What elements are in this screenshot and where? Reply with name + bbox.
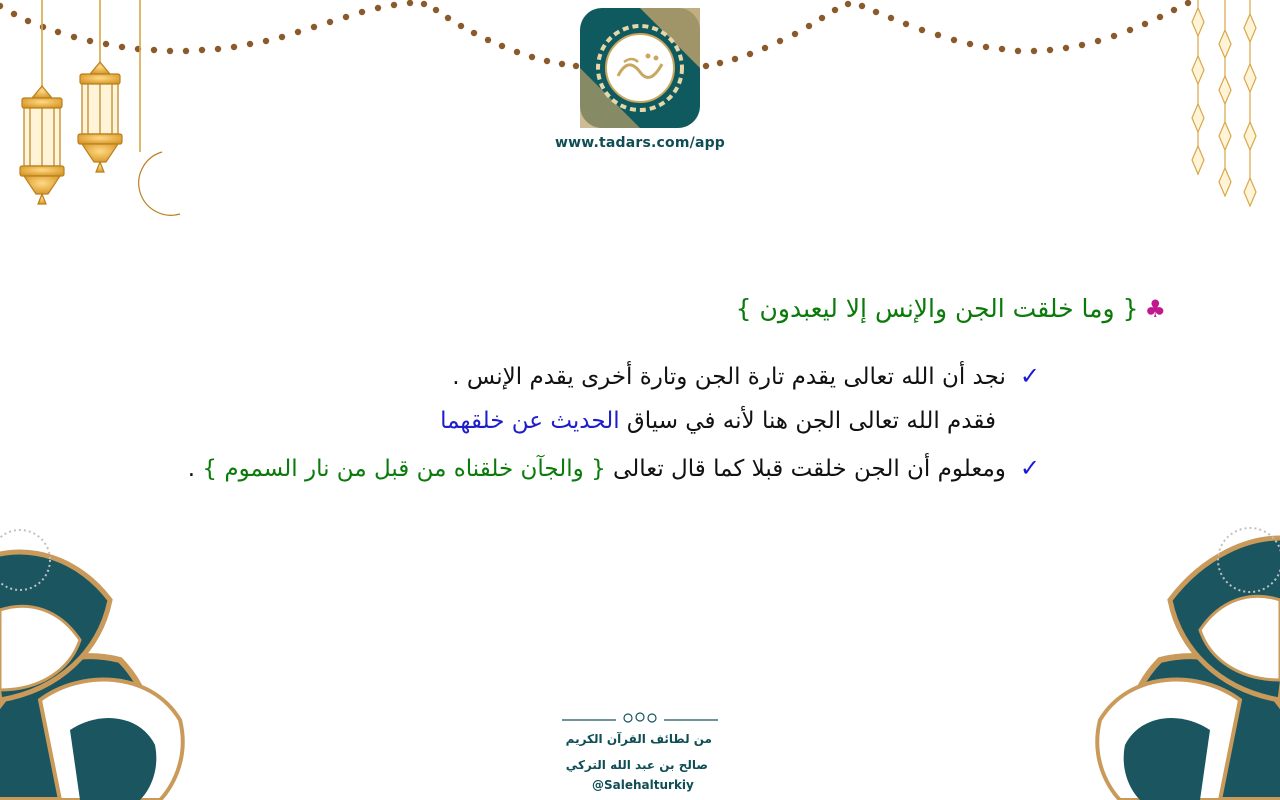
point-end: . bbox=[187, 456, 203, 482]
point-row bbox=[188, 454, 1040, 482]
site-url-link[interactable]: www.tadars.com/app bbox=[554, 135, 726, 151]
hanging-diamonds-icon bbox=[1192, 0, 1256, 206]
app-logo[interactable] bbox=[578, 6, 702, 130]
credits-author: صالح بن عبد الله التركي bbox=[565, 758, 708, 772]
verse-heading bbox=[736, 294, 1166, 323]
point-row bbox=[440, 408, 996, 434]
bead-garland-left-icon bbox=[0, 0, 579, 69]
highlighted-phrase: الحديث عن خلقهما bbox=[440, 408, 620, 434]
checkmark-icon: ✓ bbox=[1019, 362, 1040, 390]
crescent-moon-icon bbox=[139, 152, 180, 215]
floral-ornament-left-icon bbox=[0, 530, 183, 800]
bead-garland-right-icon bbox=[703, 0, 1191, 69]
point-text: ومعلوم أن الجن خلقت قبلا كما قال تعالى bbox=[605, 456, 1006, 482]
credits-handle-link[interactable]: @Salehalturkiy bbox=[592, 778, 694, 792]
quoted-verse: { والجآن خلقناه من قبل من نار السموم } bbox=[202, 456, 606, 482]
floral-ornament-right-icon bbox=[1097, 528, 1280, 800]
checkmark-icon: ✓ bbox=[1019, 454, 1040, 482]
credits-series: من لطائف القرآن الكريم bbox=[565, 732, 712, 746]
footer-divider-icon bbox=[562, 713, 718, 722]
point-row bbox=[452, 362, 1040, 390]
verse-heading-text: { وما خلقت الجن والإنس إلا ليعبدون } bbox=[735, 294, 1139, 323]
point-text: نجد أن الله تعالى يقدم تارة الجن وتارة أخرى يقدم الإنس . bbox=[452, 364, 1006, 390]
lantern-icon bbox=[78, 62, 122, 172]
point-text: فقدم الله تعالى الجن هنا لأنه في سياق bbox=[619, 408, 996, 434]
tadars-logo-icon bbox=[578, 6, 702, 130]
club-bullet-icon: ♣ bbox=[1144, 295, 1166, 323]
lantern-icon bbox=[20, 86, 64, 204]
